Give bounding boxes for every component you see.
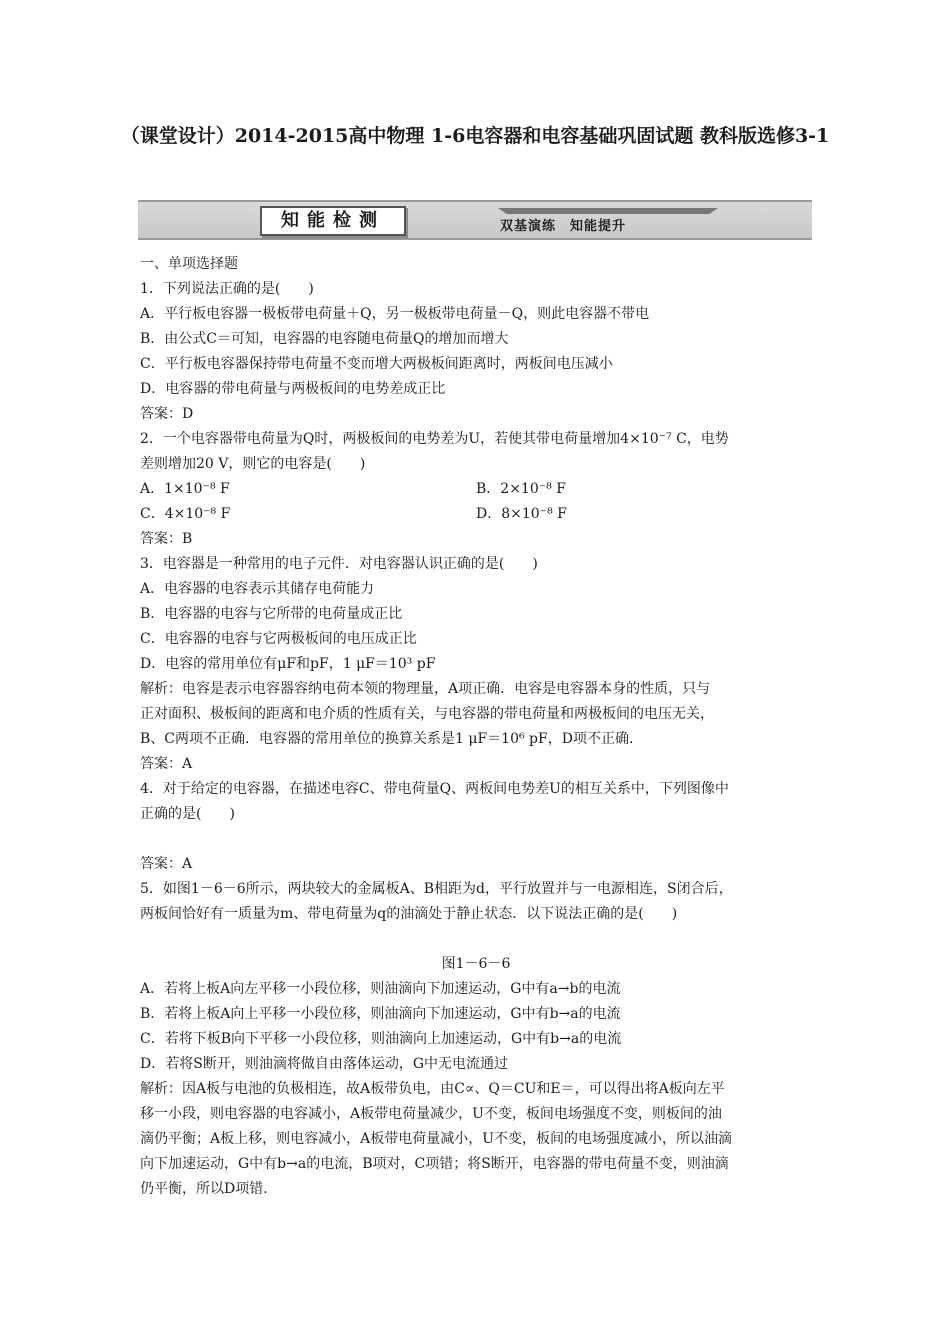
q5-option-c: C．若将下板B向下平移一小段位移，则油滴向上加速运动，G中有b→a的电流 [140, 1031, 622, 1047]
q1-option-d: D．电容器的带电荷量与两极板间的电势差成正比 [140, 381, 446, 397]
q5-figure-space [140, 927, 812, 952]
q3-option-b: B．电容器的电容与它所带的电荷量成正比 [140, 606, 403, 622]
q5-option-b: B．若将上板A向上平移一小段位移，则油滴向下加速运动，G中有b→a的电流 [140, 1006, 621, 1022]
q4-stem-line2: 正确的是( ) [140, 806, 235, 822]
q5-stem-line1: 5．如图1－6－6所示，两块较大的金属板A、B相距为d，平行放置并与一电源相连，S闭合后， [140, 881, 733, 897]
document-title: （课堂设计）2014-2015高中物理 1-6电容器和电容基础巩固试题 教科版选修3-1 [120, 125, 830, 147]
q5-stem-line2: 两板间恰好有一质量为m、带电荷量为q的油滴处于静止状态．以下说法正确的是( ) [140, 906, 678, 922]
q2-option-b: B．2×10⁻⁸ F [476, 481, 566, 497]
q3-answer: 答案：A [140, 756, 193, 772]
section-heading: 一、单项选择题 [140, 256, 238, 272]
q3-stem: 3．电容器是一种常用的电子元件．对电容器认识正确的是( ) [140, 556, 538, 572]
banner-subtitle: 双基演练 知能提升 [500, 219, 627, 234]
q5-analysis-line1: 解析：因A板与电池的负极相连，故A板带负电，由C∝、Q＝CU和E＝，可以得出将A板向左平 [140, 1081, 725, 1097]
q2-option-d: D．8×10⁻⁸ F [476, 506, 567, 522]
q1-option-c: C．平行板电容器保持带电荷量不变而增大两极板间距离时，两板间电压减小 [140, 356, 613, 372]
q4-answer: 答案：A [140, 856, 193, 872]
q2-answer: 答案：B [140, 531, 193, 547]
q5-option-d: D．若将S断开，则油滴将做自由落体运动，G中无电流通过 [140, 1056, 508, 1072]
q3-option-c: C．电容器的电容与它两极板间的电压成正比 [140, 631, 417, 647]
q3-analysis-line2: 正对面积、极板间的距离和电介质的性质有关，与电容器的带电荷量和两极板间的电压无关， [140, 706, 714, 722]
q3-option-d: D．电容的常用单位有μF和pF，1 μF＝10³ pF [140, 656, 436, 672]
q2-option-c: C．4×10⁻⁸ F [140, 506, 231, 522]
q3-analysis-line3: B、C两项不正确．电容器的常用单位的换算关系是1 μF＝10⁶ pF，D项不正确． [140, 731, 643, 747]
q2-option-a: A．1×10⁻⁸ F [140, 481, 230, 497]
q3-option-a: A．电容器的电容表示其储存电荷能力 [140, 581, 375, 597]
q4-figure-space [140, 827, 812, 852]
q1-answer: 答案：D [140, 406, 194, 422]
section-banner [138, 200, 812, 240]
q5-option-a: A．若将上板A向左平移一小段位移，则油滴向下加速运动，G中有a→b的电流 [140, 981, 621, 997]
q5-analysis-line3: 滴仍平衡；A板上移，则电容减小，A板带电荷量减小，U不变，板间的电场强度减小，所以油滴 [140, 1131, 733, 1147]
q4-stem-line1: 4．对于给定的电容器，在描述电容C、带电荷量Q、两板间电势差U的相互关系中，下列图像中 [140, 781, 729, 797]
q5-analysis-line5: 仍平衡，所以D项错． [140, 1181, 278, 1197]
q2-stem-line1: 2．一个电容器带电荷量为Q时，两极板间的电势差为U，若使其带电荷量增加4×10⁻⁷ C，电势 [140, 431, 729, 447]
q3-analysis-line1: 解析：电容是表示电容器容纳电荷本领的物理量，A项正确．电容是电容器本身的性质，只与 [140, 681, 711, 697]
q5-analysis-line2: 移一小段，则电容器的电容减小，A板带电荷量减少，U不变，板间电场强度不变，则板间的油 [140, 1106, 722, 1122]
q5-figure-caption: 图1－6－6 [441, 956, 511, 972]
exercise-content [140, 252, 812, 1202]
q1-option-b: B．由公式C＝可知，电容器的电容随电荷量Q的增加而增大 [140, 331, 509, 347]
q1-option-a: A．平行板电容器一极板带电荷量＋Q，另一极板带电荷量－Q，则此电容器不带电 [140, 306, 650, 322]
q2-options-row2 [140, 502, 812, 527]
q1-stem: 1．下列说法正确的是( ) [140, 281, 314, 297]
q5-analysis-line4: 向下加速运动，G中有b→a的电流，B项对，C项错；将S断开，电容器的带电荷量不变，则油滴 [140, 1156, 729, 1172]
q2-stem-line2: 差则增加20 V，则它的电容是( ) [140, 456, 366, 472]
banner-stripe [498, 208, 718, 214]
q2-options-row1 [140, 477, 812, 502]
banner-label: 知能检测 [260, 206, 406, 236]
